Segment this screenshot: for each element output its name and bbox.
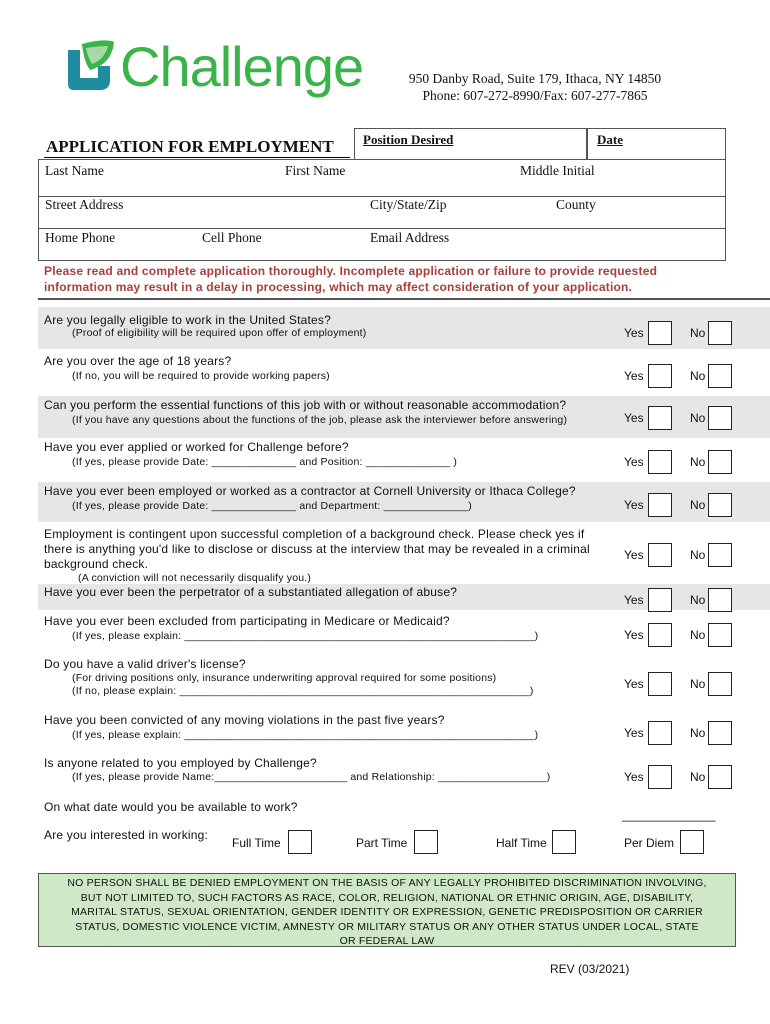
grid-divider xyxy=(38,228,725,229)
equal-opportunity-statement xyxy=(38,873,736,947)
yes-checkbox[interactable] xyxy=(648,765,672,789)
no-label: No xyxy=(690,593,706,607)
no-checkbox[interactable] xyxy=(708,721,732,745)
date-field[interactable] xyxy=(586,128,726,160)
no-label: No xyxy=(690,498,706,512)
part-time-checkbox[interactable] xyxy=(414,830,438,854)
first-name-label: First Name xyxy=(285,163,346,178)
city-state-zip-label: City/State/Zip xyxy=(370,197,447,212)
yes-label: Yes xyxy=(624,326,644,340)
question-subtext: (If no, you will be required to provide working papers) xyxy=(72,370,330,382)
yes-checkbox[interactable] xyxy=(648,364,672,388)
full-time-checkbox[interactable] xyxy=(288,830,312,854)
home-phone-label: Home Phone xyxy=(45,230,116,245)
no-checkbox[interactable] xyxy=(708,765,732,789)
no-checkbox[interactable] xyxy=(708,543,732,567)
per-diem-checkbox[interactable] xyxy=(680,830,704,854)
yes-label: Yes xyxy=(624,455,644,469)
company-address xyxy=(390,70,680,104)
part-time-label: Part Time xyxy=(356,836,408,850)
question-text: Have you ever applied or worked for Challenge before? xyxy=(44,440,349,454)
yes-checkbox[interactable] xyxy=(648,543,672,567)
work-interest-label: Are you interested in working: xyxy=(44,828,209,842)
yes-checkbox[interactable] xyxy=(648,493,672,517)
company-logo xyxy=(60,32,364,108)
position-desired-field[interactable] xyxy=(354,128,588,160)
question-subtext: (If yes, please provide Date: ______________ and Position: ______________ ) xyxy=(72,456,458,468)
no-checkbox[interactable] xyxy=(708,406,732,430)
no-checkbox[interactable] xyxy=(708,321,732,345)
yes-label: Yes xyxy=(624,593,644,607)
question-text: Are you over the age of 18 years? xyxy=(44,354,232,368)
yes-label: Yes xyxy=(624,677,644,691)
form-title: APPLICATION FOR EMPLOYMENT xyxy=(46,137,334,156)
statement-line: OR FEDERAL LAW xyxy=(339,935,435,947)
cell-phone-label: Cell Phone xyxy=(202,230,262,245)
email-address-label: Email Address xyxy=(370,230,450,245)
yes-label: Yes xyxy=(624,548,644,562)
question-text: Have you been convicted of any moving violations in the past five years? xyxy=(44,713,445,727)
yes-checkbox[interactable] xyxy=(648,623,672,647)
date-label: Date xyxy=(597,132,623,147)
statement-line: STATUS, DOMESTIC VIOLENCE VICTIM, AMNESTY OR MILITARY STATUS OR ANY OTHER STATUS UNDER LOCAL, STATE xyxy=(75,920,699,933)
full-time-label: Full Time xyxy=(232,836,281,850)
no-label: No xyxy=(690,677,706,691)
instructions-notice xyxy=(44,263,724,295)
question-text: Employment is contingent upon successful completion of a background check. Please check yes if xyxy=(44,527,585,541)
no-label: No xyxy=(690,726,706,740)
county-label: County xyxy=(556,197,596,212)
revision-label: REV (03/2021) xyxy=(550,962,630,976)
position-desired-label: Position Desired xyxy=(363,132,454,147)
no-label: No xyxy=(690,369,706,383)
phone-fax-line: Phone: 607-272-8990/Fax: 607-277-7865 xyxy=(422,88,648,103)
no-label: No xyxy=(690,548,706,562)
no-checkbox[interactable] xyxy=(708,450,732,474)
yes-label: Yes xyxy=(624,498,644,512)
question-subtext: (If yes, please explain: __________________________________________________________) xyxy=(72,630,539,642)
company-name: Challenge xyxy=(120,35,364,98)
yes-checkbox[interactable] xyxy=(648,406,672,430)
yes-checkbox[interactable] xyxy=(648,721,672,745)
middle-initial-label: Middle Initial xyxy=(520,163,595,178)
no-label: No xyxy=(690,628,706,642)
no-checkbox[interactable] xyxy=(708,623,732,647)
question-text: Is anyone related to you employed by Challenge? xyxy=(44,756,317,770)
title-underline xyxy=(44,157,350,158)
no-label: No xyxy=(690,326,706,340)
challenge-leaf-icon xyxy=(60,36,116,96)
question-text: Have you ever been employed or worked as a contractor at Cornell University or Ithaca College? xyxy=(44,484,576,498)
street-address-label: Street Address xyxy=(45,197,124,212)
address-line: 950 Danby Road, Suite 179, Ithaca, NY 14850 xyxy=(408,71,662,86)
statement-line: BUT NOT LIMITED TO, SUCH FACTORS AS RACE, COLOR, RELIGION, NATIONAL OR ETHNIC ORIGIN, AGE, DISABILITY, xyxy=(80,891,694,904)
question-subtext: (Proof of eligibility will be required upon offer of employment) xyxy=(72,327,367,339)
question-subtext: (A conviction will not necessarily disqualify you.) xyxy=(78,572,312,584)
yes-checkbox[interactable] xyxy=(648,321,672,345)
yes-label: Yes xyxy=(624,770,644,784)
question-subtext: (If yes, please explain: __________________________________________________________) xyxy=(72,729,539,741)
notice-line: information may result in a delay in processing, which may affect consideration of your application. xyxy=(44,280,633,294)
question-subtext: (If no, please explain: __________________________________________________________) xyxy=(72,685,534,697)
no-label: No xyxy=(690,411,706,425)
yes-label: Yes xyxy=(624,369,644,383)
statement-line: NO PERSON SHALL BE DENIED EMPLOYMENT ON THE BASIS OF ANY LEGALLY PROHIBITED DISCRIMINATION INVOLVING, xyxy=(67,877,707,889)
no-label: No xyxy=(690,455,706,469)
question-text: Have you ever been excluded from participating in Medicare or Medicaid? xyxy=(44,614,450,628)
half-time-checkbox[interactable] xyxy=(552,830,576,854)
yes-checkbox[interactable] xyxy=(648,450,672,474)
yes-label: Yes xyxy=(624,411,644,425)
question-text: there is anything you'd like to disclose or discuss at the interview that may be revealed in a criminal xyxy=(44,542,590,556)
question-subtext: (If yes, please provide Date: ______________ and Department: ______________) xyxy=(72,500,472,512)
per-diem-label: Per Diem xyxy=(624,836,675,850)
no-checkbox[interactable] xyxy=(708,493,732,517)
section-separator xyxy=(38,298,770,300)
question-subtext: (For driving positions only, insurance underwriting approval required for some positions) xyxy=(72,672,497,684)
question-subtext: (If you have any questions about the functions of the job, please ask the interviewer before answering) xyxy=(72,414,568,426)
half-time-label: Half Time xyxy=(496,836,547,850)
question-subtext: (If yes, please provide Name:______________________ and Relationship: __________________) xyxy=(72,771,551,783)
question-text: Do you have a valid driver's license? xyxy=(44,657,246,671)
no-checkbox[interactable] xyxy=(708,672,732,696)
yes-checkbox[interactable] xyxy=(648,672,672,696)
no-checkbox[interactable] xyxy=(708,364,732,388)
availability-question: On what date would you be available to work? xyxy=(44,800,298,814)
availability-date-blank[interactable]: ______________ xyxy=(622,808,716,822)
statement-line: MARITAL STATUS, SEXUAL ORIENTATION, GENDER IDENTITY OR EXPRESSION, GENETIC PREDISPOSITION OR CARRIER xyxy=(71,906,703,918)
yes-label: Yes xyxy=(624,628,644,642)
question-text: Have you ever been the perpetrator of a substantiated allegation of abuse? xyxy=(44,585,458,599)
yes-label: Yes xyxy=(624,726,644,740)
question-text: Are you legally eligible to work in the United States? xyxy=(44,313,331,327)
no-label: No xyxy=(690,770,706,784)
question-text: background check. xyxy=(44,557,149,571)
notice-line: Please read and complete application thoroughly. Incomplete application or failure to provide requested xyxy=(44,264,658,278)
yes-checkbox[interactable] xyxy=(648,588,672,612)
no-checkbox[interactable] xyxy=(708,588,732,612)
last-name-label: Last Name xyxy=(45,163,104,178)
question-text: Can you perform the essential functions of this job with or without reasonable accommodation? xyxy=(44,398,567,412)
